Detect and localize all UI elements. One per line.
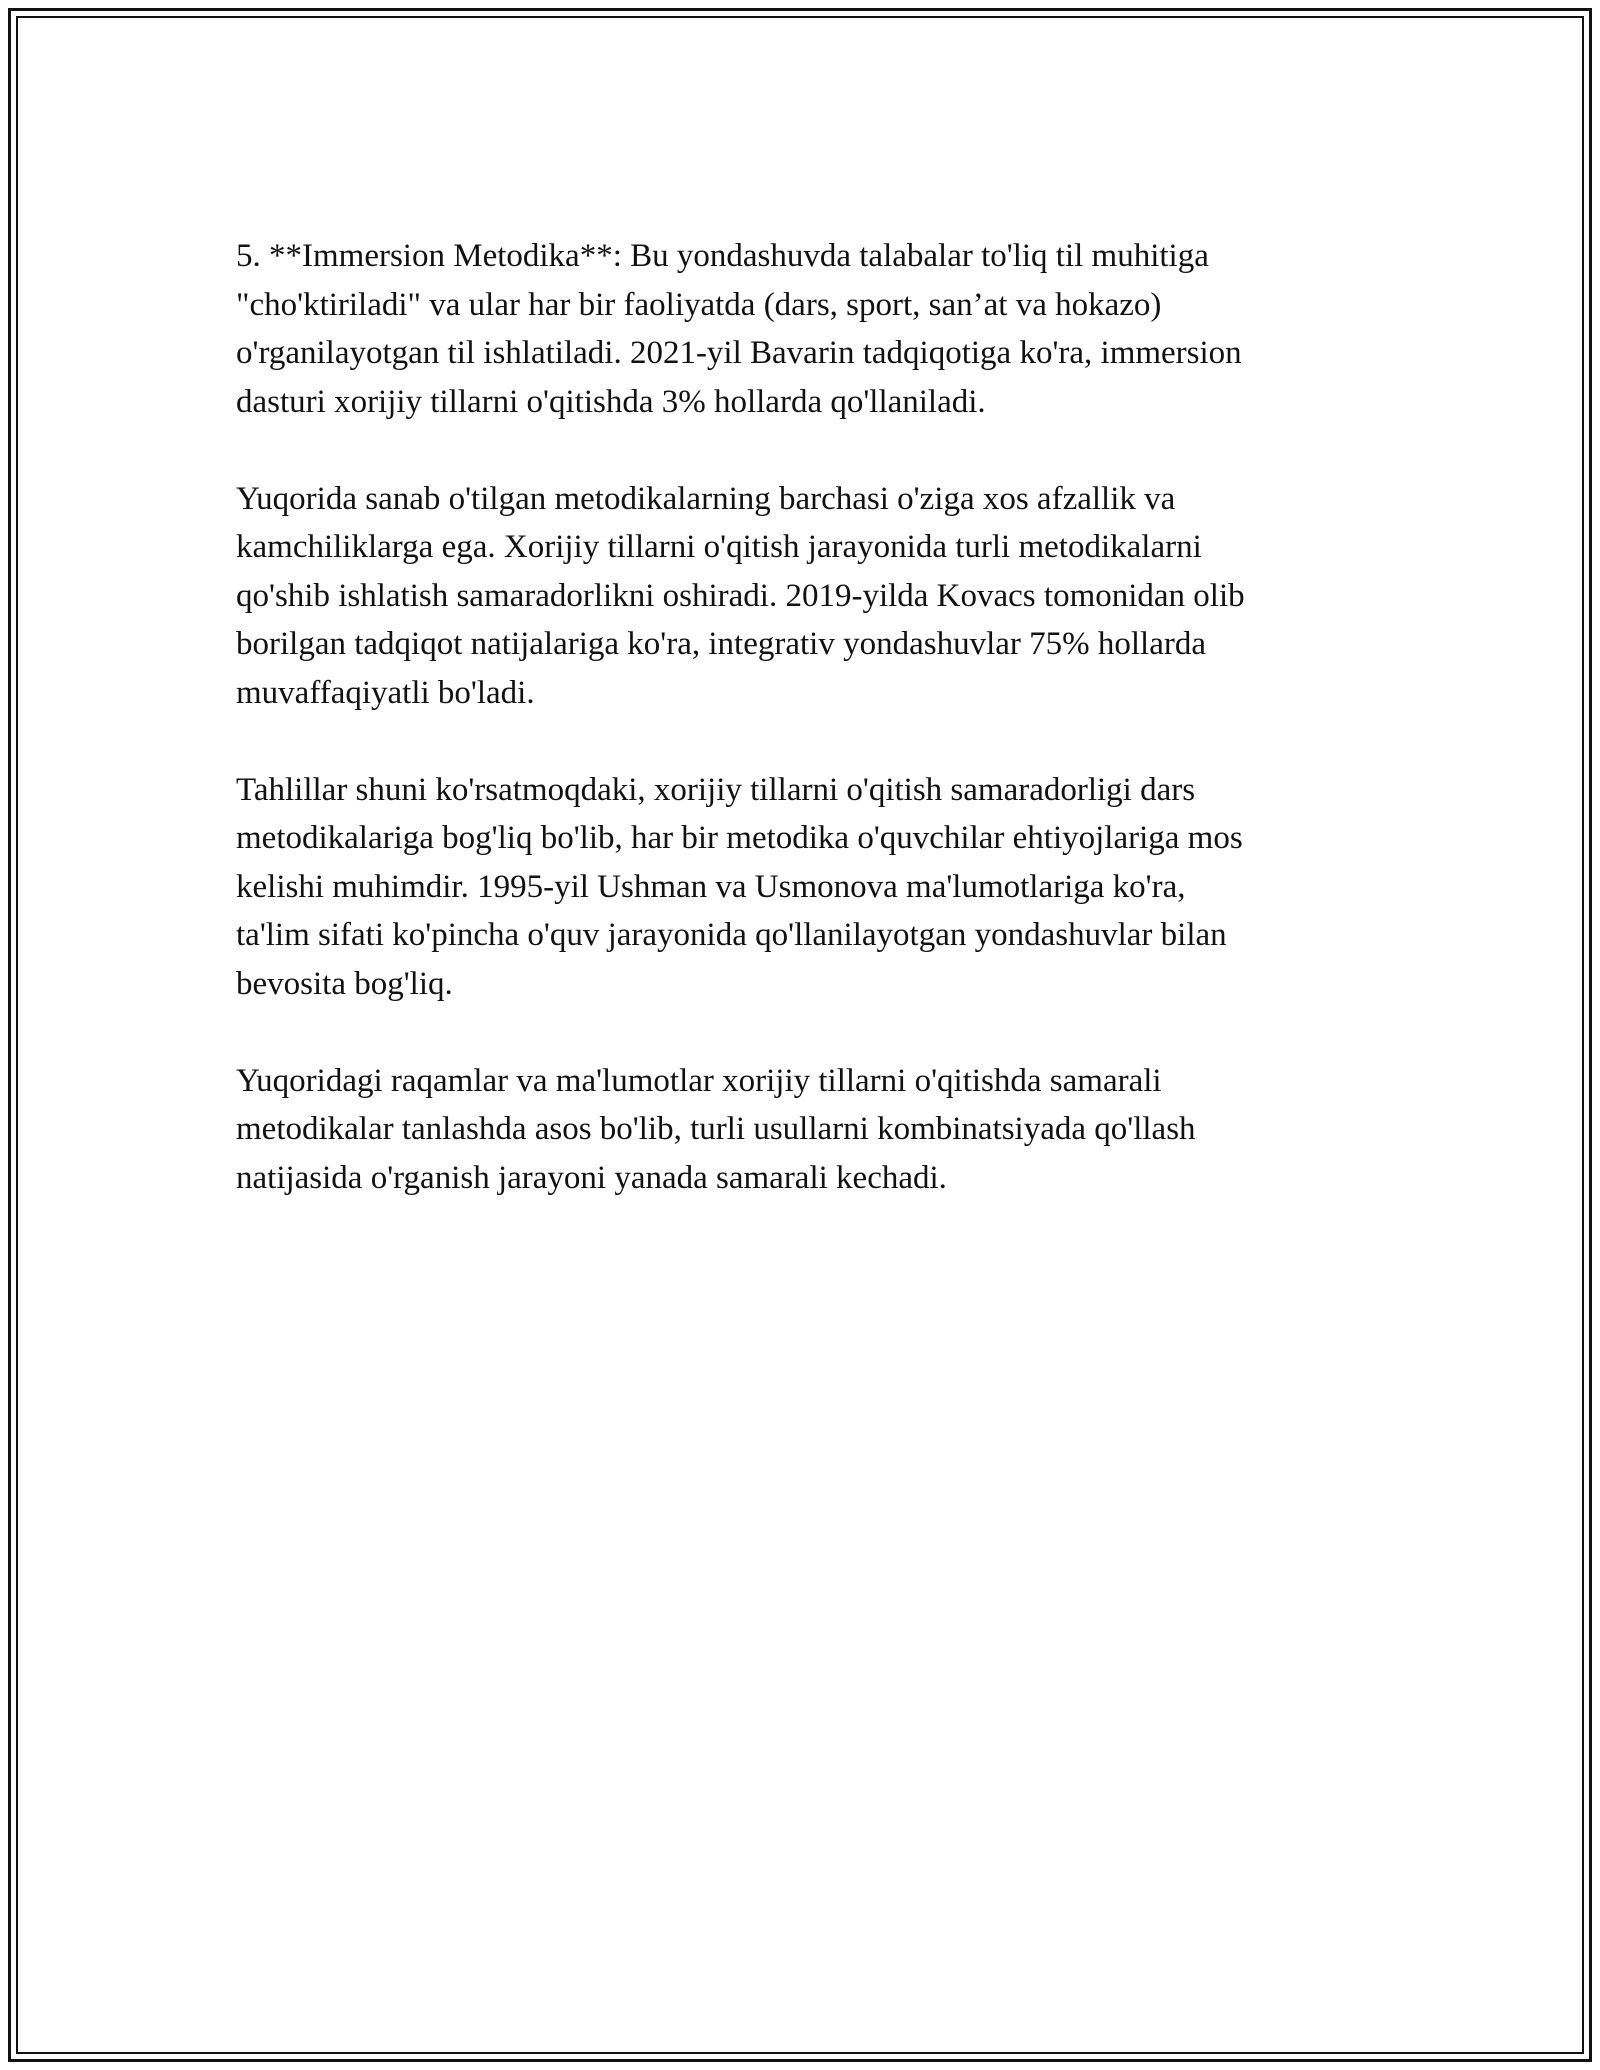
paragraph-immersion-method: 5. **Immersion Metodika**: Bu yondashuvda talabalar to'liq til muhitiga "cho'ktiriladi" va ular har bir faoliyatda (dars, sport, san’at va hokazo) o'rganilayotgan til ishlatiladi. 2021-yil Bavarin tadqiqotiga ko'ra, immersion dasturi xorijiy tillarni o'qitishda 3% hollarda qo'llaniladi.	[236, 238, 1242, 420]
paragraph-analysis: Tahlillar shuni ko'rsatmoqdaki, xorijiy tillarni o'qitish samaradorligi dars metodikalariga bog'liq bo'lib, har bir metodika o'quvchilar ehtiyojlariga mos kelishi muhimdir. 1995-yil Ushman va Usmonova ma'lumotlariga ko'ra, ta'lim sifati ko'pincha o'quv jarayonida qo'llanilayotgan yondashuvlar bilan bevosita bog'liq.	[236, 771, 1243, 1002]
document-body	[236, 232, 1376, 1251]
paragraph-methods-summary: Yuqorida sanab o'tilgan metodikalarning barchasi o'ziga xos afzallik va kamchiliklarga ega. Xorijiy tillarni o'qitish jarayonida turli metodikalarni qo'shib ishlatish samaradorlikni oshiradi. 2019-yilda Kovacs tomonidan olib borilgan tadqiqot natijalariga ko'ra, integrativ yondashuvlar 75% hollarda muvaffaqiyatli bo'ladi.	[236, 480, 1245, 711]
paragraph-conclusion: Yuqoridagi raqamlar va ma'lumotlar xorijiy tillarni o'qitishda samarali metodikalar tanlashda asos bo'lib, turli usullarni kombinatsiyada qo'llash natijasida o'rganish jarayoni yanada samarali kechadi.	[236, 1062, 1196, 1196]
